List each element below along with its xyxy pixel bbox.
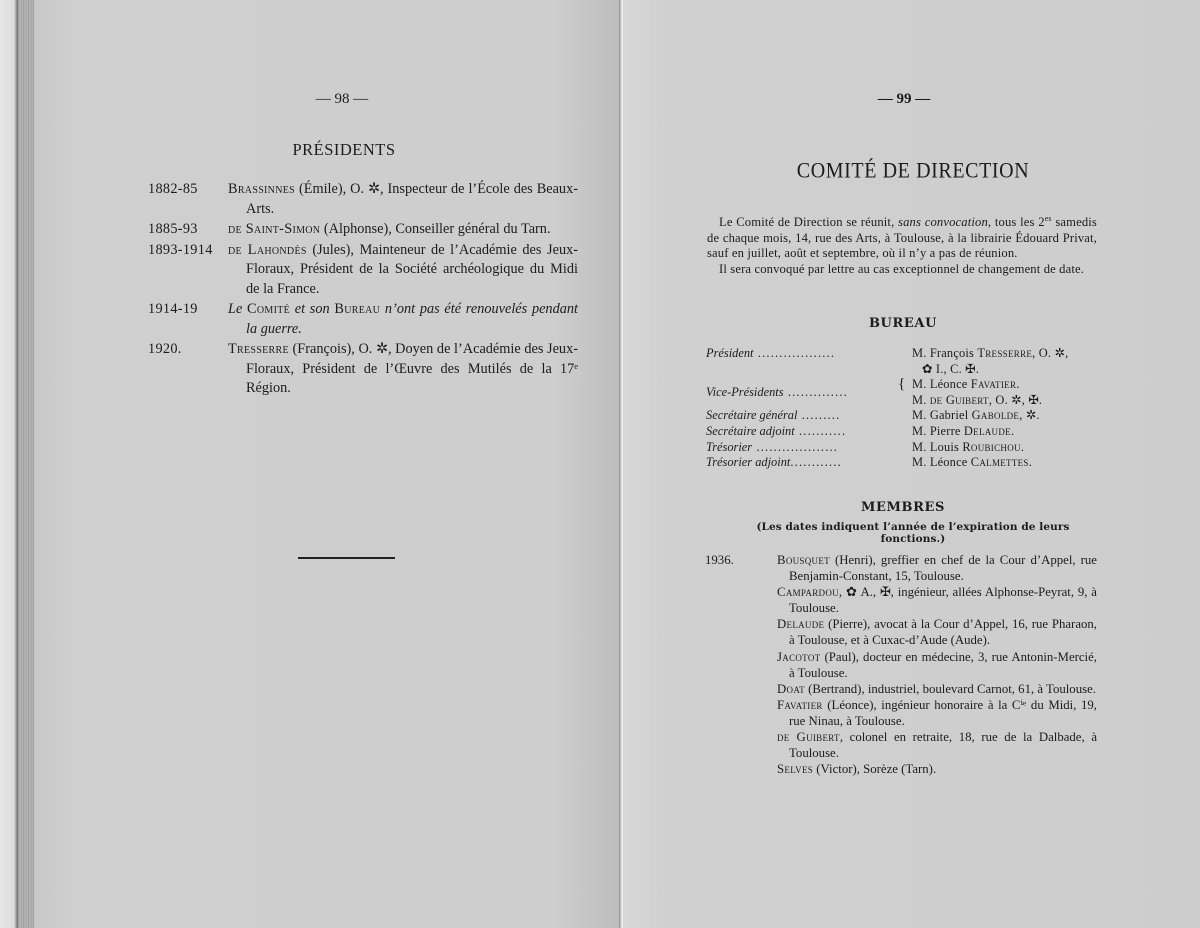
member-given-name: M. Gabriel — [912, 408, 972, 423]
bureau-row — [706, 440, 1106, 456]
bureau-member — [886, 408, 1106, 424]
president-years: 1882-85 — [148, 181, 198, 197]
member-surname: Favatier — [777, 697, 823, 712]
text-fragment: et son — [290, 301, 335, 317]
president-entry — [148, 241, 578, 300]
leader-dots: ............ — [790, 455, 842, 470]
role-label: Secrétaire adjoint — [706, 423, 795, 438]
member-given-name: M. Léonce — [912, 455, 971, 470]
membres-heading: MEMBRES — [861, 500, 945, 515]
bureau-member — [886, 424, 1106, 440]
president-years: 1893-1914 — [148, 241, 213, 258]
bureau-role — [706, 455, 886, 471]
member-surname: Roubichou — [962, 439, 1021, 454]
leader-dots: .................. — [753, 346, 836, 360]
member-details: (Victor), Sorèze (Tarn). — [813, 762, 937, 777]
presidents-list — [148, 180, 578, 400]
bureau-row — [706, 455, 1106, 471]
member-details: (Pierre), avocat à la Cour d’Appel, 16, rue Pharaon, à Toulouse, et à Cuxac-d’Aude (Aude). — [789, 617, 1097, 648]
president-text — [228, 241, 578, 300]
bureau-member — [886, 346, 1106, 377]
text-fragment: samedis de chaque mois, 14, rue des Arts, à Toulouse, à la librairie Édouard Privat, sauf en juillet, août et septembre, où il n’y a pas de réunion. — [707, 215, 1097, 260]
member-entry — [777, 681, 1097, 697]
section-divider-rule — [298, 557, 395, 559]
president-text — [228, 220, 578, 240]
text-fragment: , tous les 2 — [987, 215, 1045, 229]
section-title: PRÉSIDENTS — [292, 140, 396, 159]
bureau-member — [886, 440, 1106, 456]
convocation-text: Il sera convoqué par lettre au cas exceptionnel de changement de date. — [719, 261, 1085, 276]
member-surname: Selves — [777, 762, 814, 777]
president-text — [228, 300, 578, 339]
role-label: Président — [706, 346, 754, 360]
president-years: 1885-93 — [148, 221, 198, 237]
leader-dots: .............. — [783, 385, 848, 400]
bureau-member-group — [886, 377, 1106, 408]
member-honours: . — [1020, 439, 1025, 454]
president-years: 1920. — [148, 341, 182, 357]
president-text — [228, 340, 578, 399]
membres-note: (Les dates indiquent l’année de l’expiration de leurs fonctions.) — [756, 521, 1070, 545]
member-surname: Gabolde — [971, 408, 1020, 423]
member-entry — [777, 761, 1097, 777]
bureau-member — [912, 377, 1106, 393]
president-details: (Émile), O. ✲, Inspecteur de l’École des Beaux-Arts. — [246, 181, 578, 217]
bureau-name: Bureau — [334, 301, 381, 317]
member-details: (Léonce), ingénieur honoraire à la Cⁱᵉ du Midi, 19, rue Ninau, à Toulouse. — [789, 697, 1097, 728]
member-entry — [777, 729, 1097, 761]
president-entry — [148, 220, 578, 240]
member-surname: Delaude — [963, 423, 1011, 438]
member-details: (Paul), docteur en médecine, 3, rue Antonin-Mercié, à Toulouse. — [789, 649, 1097, 680]
bureau-role — [706, 408, 886, 424]
member-given-name: M. — [912, 392, 930, 407]
member-given-name: M. Léonce — [912, 377, 971, 392]
leader-dots: ......... — [797, 408, 841, 423]
text-fragment: Le Comité de Direction se réunit, — [719, 215, 899, 229]
president-entry — [148, 300, 578, 339]
president-name: de Saint-Simon — [228, 221, 321, 237]
president-details: (Jules), Mainteneur de l’Académie des Jeux-Floraux, Président de la Société archéologique du Midi de la France. — [246, 241, 578, 297]
bureau-heading: BUREAU — [868, 316, 938, 331]
leader-dots: ................... — [752, 439, 839, 454]
member-given-name: M. Louis — [912, 439, 963, 454]
page-number: — 99 — — [877, 91, 931, 107]
bureau-row — [706, 346, 1106, 377]
president-entry — [148, 340, 578, 399]
member-honours-continued: ✿ I., C. ✠. — [922, 361, 980, 376]
member-surname: Doat — [777, 681, 805, 696]
member-surname: Campardou — [777, 585, 839, 600]
member-surname: de Guibert — [929, 392, 989, 407]
member-entries — [777, 552, 1097, 777]
president-details: (François), O. ✲, Doyen de l’Académie des Jeux-Floraux, Président de l’Œuvre des Mutilés de la 17ᵉ Région. — [246, 341, 578, 396]
role-label: Vice-Présidents — [706, 385, 784, 400]
president-details: n’ont pas été renouvelés pendant la guerre. — [246, 301, 578, 337]
president-years: 1914-19 — [148, 301, 198, 317]
bureau-role — [706, 424, 886, 440]
role-label: Secrétaire général — [706, 408, 798, 423]
bureau-member — [912, 393, 1106, 409]
member-honours: , ✲. — [1019, 408, 1040, 423]
expiration-year: 1936. — [705, 553, 734, 567]
committee-name: Comité — [247, 301, 291, 317]
member-entry — [777, 649, 1097, 681]
bureau-row — [706, 377, 1106, 408]
bureau-row — [706, 424, 1106, 440]
role-label: Trésorier adjoint — [706, 455, 791, 470]
president-name: de Lahondès — [228, 241, 307, 258]
page-number: — 98 — — [315, 91, 369, 107]
grouping-brace: { — [898, 376, 906, 393]
member-honours: , O. ✲, — [1032, 346, 1069, 360]
scanner-edge — [0, 0, 18, 928]
member-surname: Jacotot — [777, 649, 821, 664]
member-details: , ✿ A., ✠, ingénieur, allées Alphonse-Peyrat, 9, à Toulouse. — [789, 585, 1097, 616]
bureau-role — [706, 346, 886, 377]
president-name: Brassinnes — [228, 181, 295, 197]
member-details: , colonel en retraite, 18, rue de la Dalbade, à Toulouse. — [789, 730, 1097, 761]
member-surname: Delaude — [777, 617, 825, 632]
members-list — [705, 552, 1097, 777]
superscript: es — [1044, 213, 1052, 223]
member-given-name: M. Pierre — [912, 423, 964, 438]
member-entry — [777, 697, 1097, 729]
leader-dots: ........... — [794, 423, 847, 438]
member-entry — [777, 552, 1097, 584]
member-details: (Henri), greffier en chef de la Cour d’Appel, rue Benjamin-Constant, 15, Toulouse. — [789, 553, 1097, 584]
intro-paragraph — [707, 215, 1097, 277]
right-page — [623, 0, 1200, 928]
member-details: (Bertrand), industriel, boulevard Carnot, 61, à Toulouse. — [804, 681, 1096, 696]
member-entry — [777, 584, 1097, 616]
left-page — [34, 0, 619, 928]
member-given-name: M. François — [912, 346, 978, 360]
bureau-list — [706, 346, 1106, 471]
president-text — [228, 180, 578, 219]
bureau-role — [706, 377, 886, 408]
role-label: Trésorier — [706, 439, 753, 454]
member-surname: Calmettes — [970, 455, 1029, 470]
president-details: (Alphonse), Conseiller général du Tarn. — [320, 221, 551, 237]
section-title: COMITÉ DE DIRECTION — [796, 158, 1030, 184]
member-honours: . — [1028, 455, 1033, 470]
member-honours: . — [1016, 377, 1020, 392]
member-surname: Favatier — [970, 377, 1017, 392]
meeting-schedule-text — [707, 215, 1097, 262]
member-surname: Bousquet — [777, 553, 830, 567]
member-honours: , O. ✲, ✠. — [988, 392, 1043, 407]
italic-fragment: sans convocation — [898, 215, 988, 229]
book-page-edges — [18, 0, 34, 928]
bureau-member — [886, 455, 1106, 471]
member-surname: Tresserre — [977, 346, 1033, 360]
bureau-role — [706, 440, 886, 456]
bureau-row — [706, 408, 1106, 424]
text-fragment: Le — [228, 301, 248, 317]
member-surname: de Guibert — [777, 730, 840, 745]
president-name: Tresserre — [228, 341, 289, 357]
member-honours: . — [1010, 423, 1015, 438]
president-entry — [148, 180, 578, 219]
member-entry — [777, 616, 1097, 648]
